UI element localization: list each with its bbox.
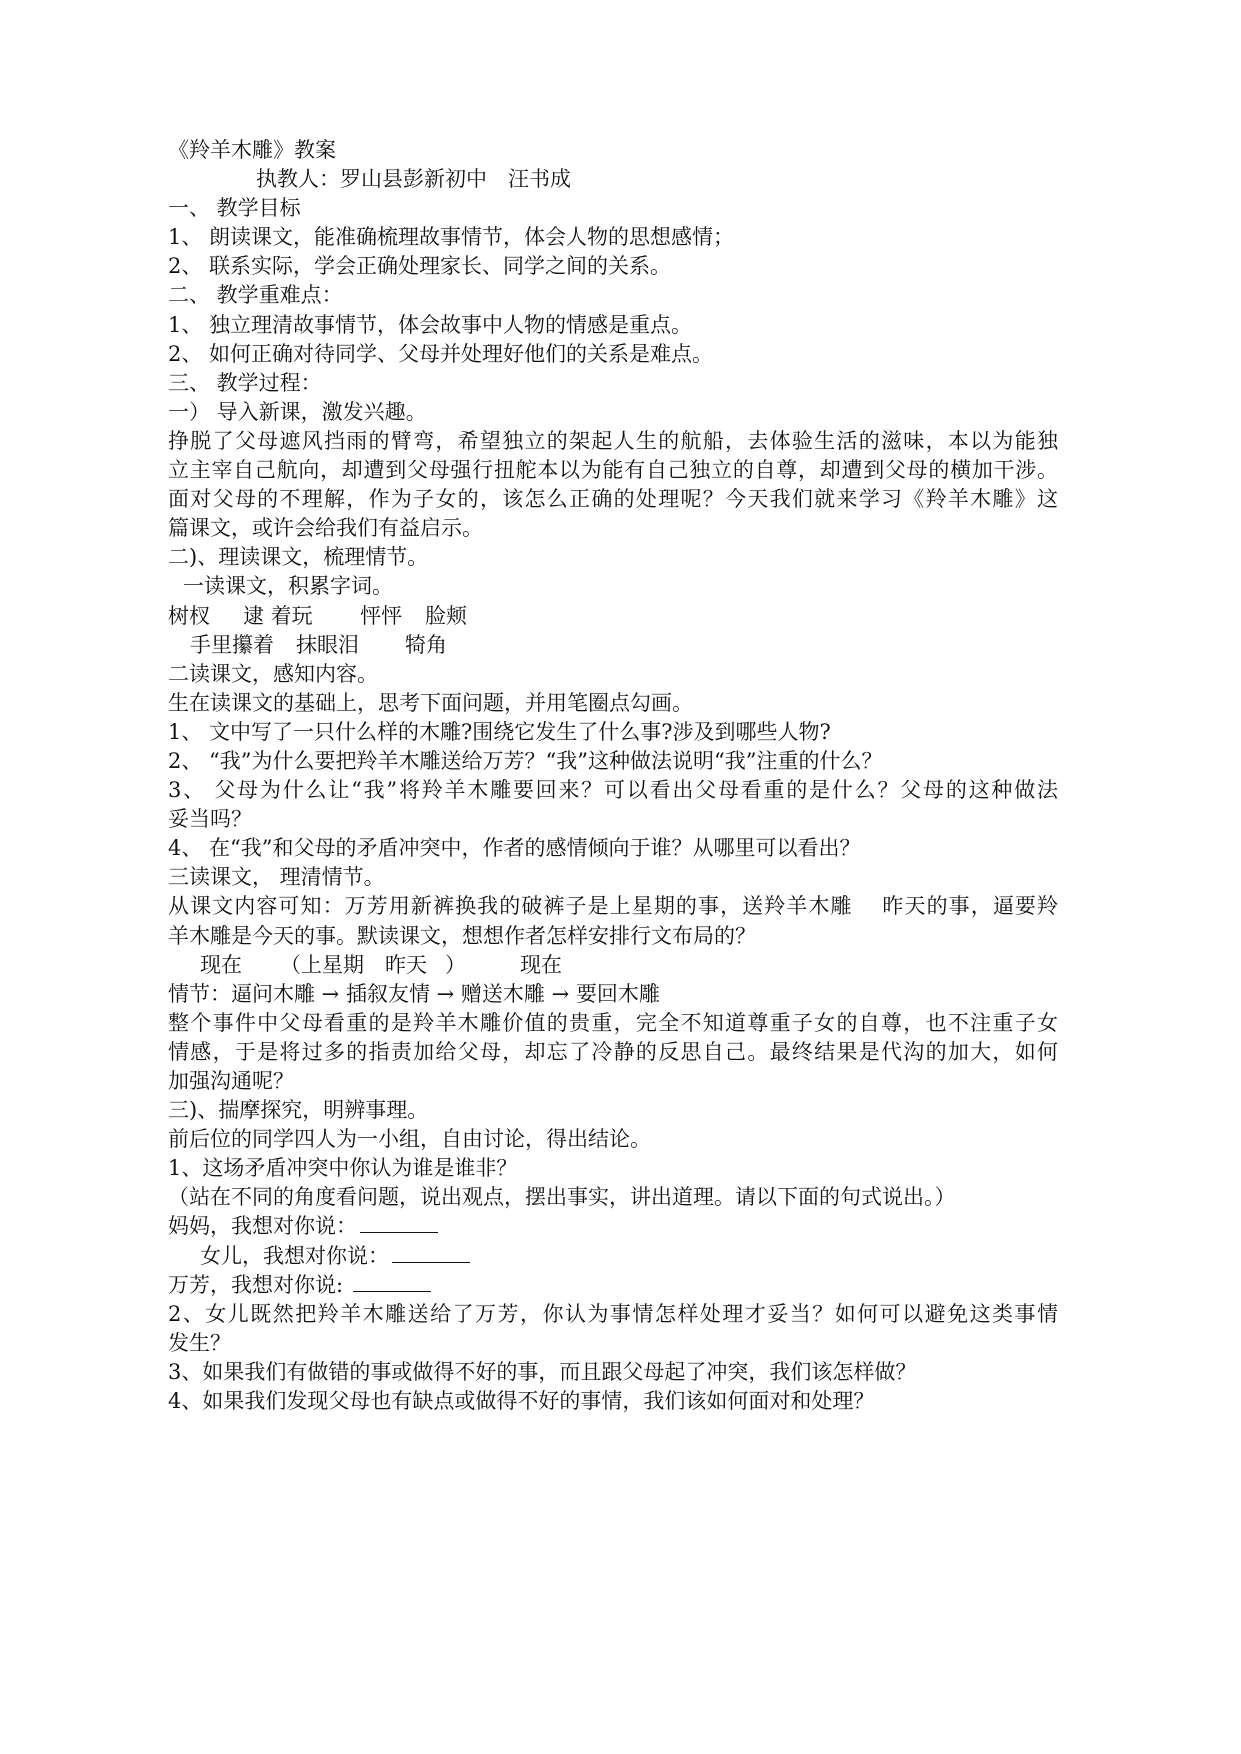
second-reading-heading: 二读课文，感知内容。 (168, 661, 378, 686)
question-line: 2、 “我”为什么要把羚羊木雕送给万芳？“我”这种做法说明“我”注重的什么？ (168, 748, 883, 773)
answer-blank (360, 1214, 438, 1233)
exploration-heading: 三)、揣摩探究，明辨事理。 (168, 1098, 429, 1123)
key-point-item: 1、 独立理清故事情节，体会故事中人物的情感是重点。 (168, 312, 693, 337)
third-reading-heading: 三读课文， 理清情节。 (168, 865, 385, 890)
goal-item: 1、 朗读课文，能准确梳理故事情节，体会人物的思想感情； (168, 225, 735, 250)
vocab-row-1 (168, 602, 1068, 631)
vocab-word: 抹眼泪 (296, 632, 359, 657)
goals-heading: 一、 教学目标 (168, 196, 301, 221)
prompt-text: 妈妈，我想对你说： (168, 1214, 357, 1239)
exploration-instruction: 前后位的同学四人为一小组，自由讨论，得出结论。 (168, 1127, 651, 1152)
intro-paragraph-line: 面对父母的不理解，作为子女的，该怎么正确的处理呢？今天我们就来学习《羚羊木雕》这 (168, 487, 1058, 512)
exploration-question: 4、如果我们发现父母也有缺点或做得不好的事情，我们该如何面对和处理？ (168, 1389, 875, 1414)
intro-heading: 一） 导入新课，激发兴趣。 (168, 399, 427, 424)
document-title: 《羚羊木雕》教案 (168, 138, 336, 162)
key-point-item: 2、 如何正确对待同学、父母并处理好他们的关系是难点。 (168, 341, 714, 366)
exploration-question: 发生？ (168, 1330, 231, 1355)
prompt-line (168, 1212, 1068, 1241)
third-reading-line: 羊木雕是今天的事。默读课文，想想作者怎样安排行文布局的？ (168, 923, 756, 948)
second-reading-instruction: 生在读课文的基础上，思考下面问题，并用笔圈点勾画。 (168, 690, 693, 715)
timeline-item: 昨天 (385, 952, 427, 977)
vocab-word: 犄角 (405, 632, 447, 657)
analysis-line: 加强沟通呢？ (168, 1069, 294, 1093)
prompt-text: 万芳，我想对你说: (168, 1272, 350, 1297)
answer-blank (353, 1273, 431, 1292)
vocab-word: 怦怦 (360, 603, 402, 628)
analysis-line: 情感，于是将过多的指责加给父母，却忘了冷静的反思自己。最终结果是代沟的加大，如何 (168, 1039, 1058, 1064)
vocab-word: 树杈 (168, 603, 210, 628)
answer-blank (392, 1244, 470, 1263)
timeline-row (168, 951, 1068, 980)
first-reading-heading: 一读课文，积累字词。 (183, 574, 393, 599)
timeline-item: （上星期 (280, 952, 364, 977)
vocab-word: 逮 着玩 (243, 603, 313, 628)
vocab-word: 手里攥着 (190, 632, 274, 657)
timeline-item: ） (445, 952, 466, 977)
teacher-line: 执教人：罗山县彭新初中 汪书成 (256, 167, 571, 192)
timeline-item: 现在 (520, 952, 562, 977)
reading-heading: 二)、理读课文，梳理情节。 (168, 545, 429, 570)
prompt-line (168, 1271, 1068, 1300)
intro-paragraph-line: 篇课文，或许会给我们有益启示。 (168, 516, 483, 541)
analysis-line: 整个事件中父母看重的是羚羊木雕价值的贵重，完全不知道尊重子女的自尊，也不注重子女 (168, 1010, 1058, 1035)
third-reading-line: 从课文内容可知：万芳用新裤换我的破裤子是上星期的事，送羚羊木雕 昨天的事，逼要羚 (168, 894, 1058, 919)
key-points-heading: 二、 教学重难点： (168, 283, 343, 308)
prompt-text: 女儿，我想对你说： (200, 1243, 389, 1268)
intro-paragraph-line: 挣脱了父母遮风挡雨的臂弯，希望独立的架起人生的航船，去体验生活的滋味，本以为能独 (168, 428, 1058, 453)
goal-item: 2、 联系实际，学会正确处理家长、同学之间的关系。 (168, 254, 672, 279)
exploration-question: 2、女儿既然把羚羊木雕送给了万芳，你认为事情怎样处理才妥当？如何可以避免这类事情 (168, 1301, 1058, 1326)
question-line: 妥当吗？ (168, 807, 252, 832)
exploration-question: 3、如果我们有做错的事或做得不好的事，而且跟父母起了冲突，我们该怎样做？ (168, 1359, 917, 1384)
process-heading: 三、 教学过程： (168, 370, 322, 395)
vocab-row-2 (168, 631, 1068, 660)
question-line: 1、 文中写了一只什么样的木雕?围绕它发生了什么事?涉及到哪些人物? (168, 719, 831, 744)
question-line: 4、 在“我”和父母的矛盾冲突中，作者的感情倾向于谁？从哪里可以看出？ (168, 836, 861, 861)
exploration-note: （站在不同的角度看问题，说出观点，摆出事实，讲出道理。请以下面的句式说出。） (168, 1185, 956, 1210)
timeline-item: 现在 (200, 952, 242, 977)
question-line: 3、 父母为什么让“我”将羚羊木雕要回来？可以看出父母看重的是什么？父母的这种做法 (168, 778, 1058, 803)
document-body (168, 136, 1068, 1416)
plot-flow: 情节：逼问木雕 → 插叙友情 → 赠送木雕 → 要回木雕 (168, 981, 660, 1006)
intro-paragraph-line: 立主宰自己航向，却遭到父母强行扭舵本以为能有自己独立的自尊，却遭到父母的横加干涉。 (168, 458, 1058, 483)
vocab-word: 脸颊 (425, 603, 467, 628)
exploration-question: 1、这场矛盾冲突中你认为谁是谁非？ (168, 1156, 518, 1181)
prompt-line (168, 1242, 1068, 1271)
